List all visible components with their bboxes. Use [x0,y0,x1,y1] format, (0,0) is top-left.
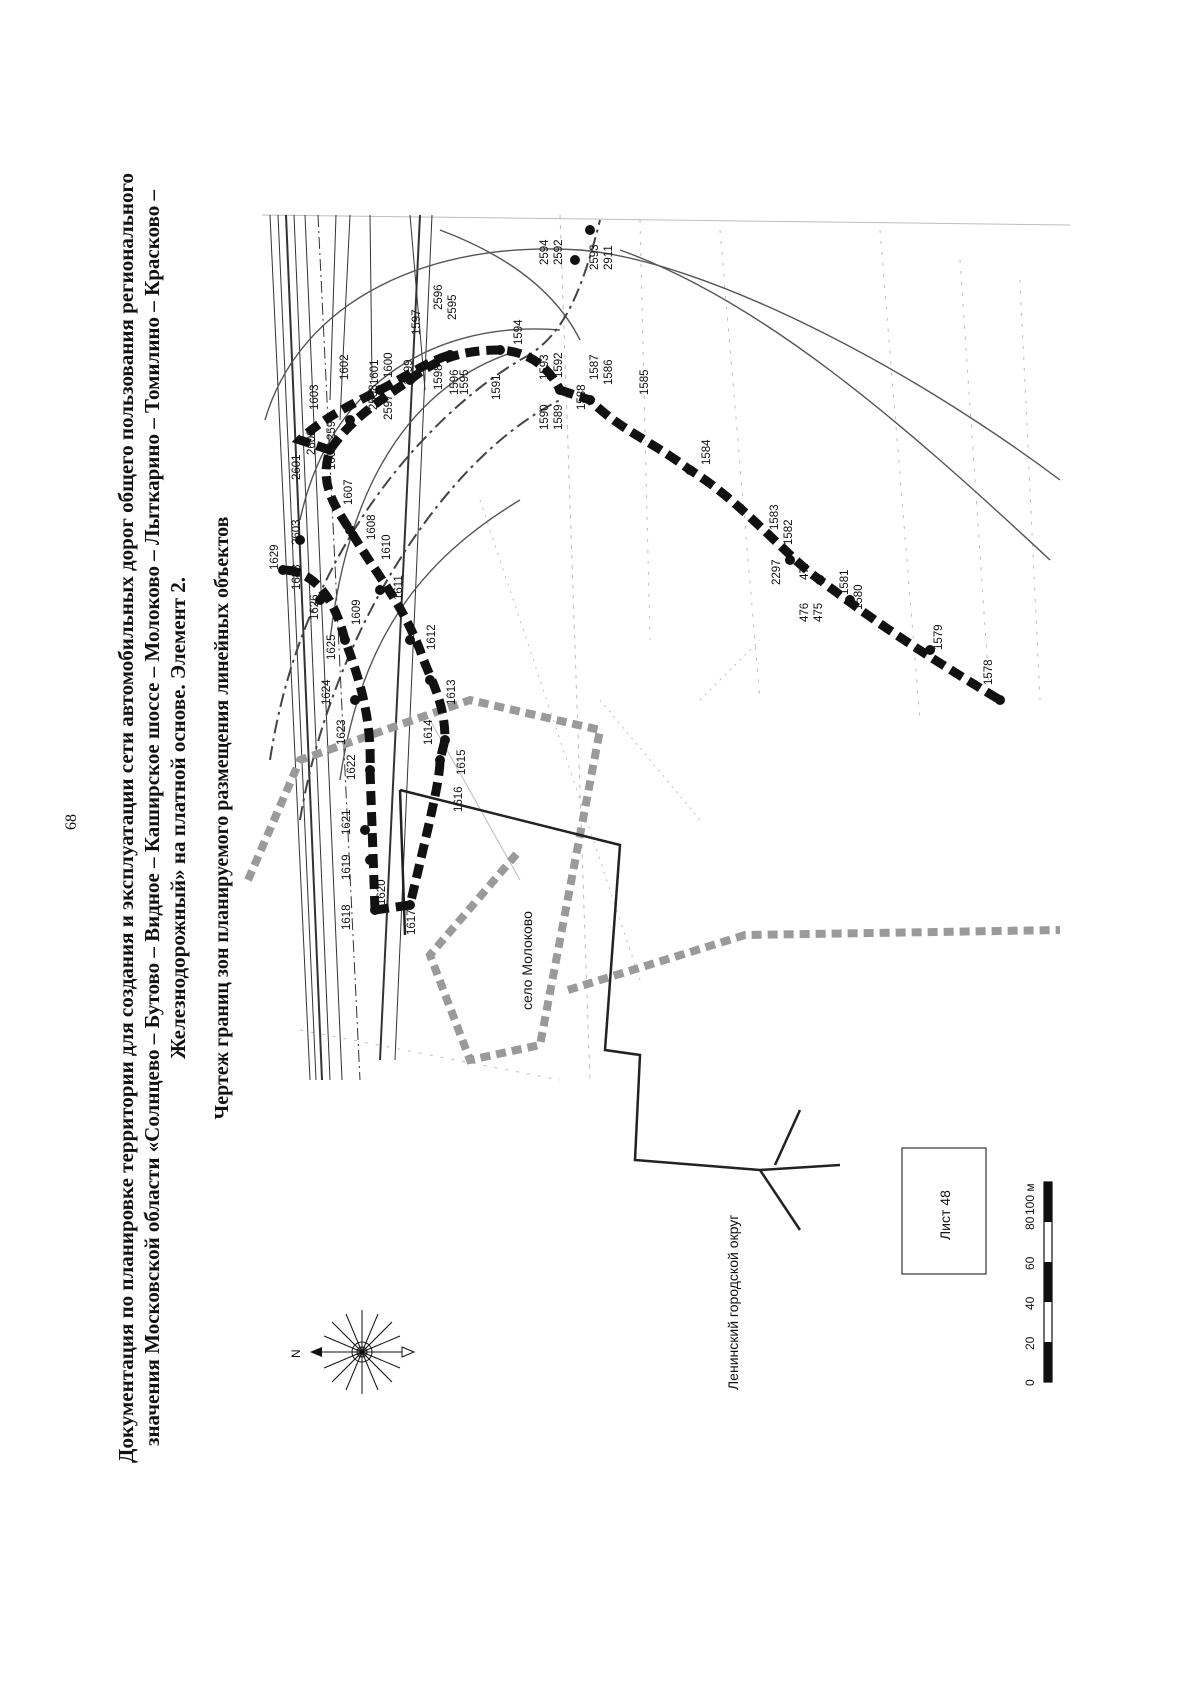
point-label: 2297 [771,559,783,585]
point-label: 2593 [589,244,601,270]
point-label: 1617 [406,909,418,935]
point-label: 1610 [381,534,393,560]
point-label: 2598 [368,384,380,410]
zone-points [278,225,1005,915]
document-title-line-2: значения Московской области «Солнцево – Бутово – Видное – Каширское шоссе – Молоково – Лыткарино – Томилино – Красково – [140,190,164,1446]
district-label: Ленинский городской округ [725,1214,741,1390]
point-label: 1599 [403,359,415,385]
scale-tick-20: 20 [1023,1336,1037,1350]
point-label: 1607 [343,479,355,505]
point-label: 1593 [539,354,551,380]
point-label: 1596 [449,369,461,395]
point-label: 1585 [639,369,651,395]
point-label: 1591 [491,374,503,400]
district-boundary [400,790,840,1230]
compass-north-label: N [289,1349,303,1358]
point-label: 1613 [446,679,458,705]
scale-tick-60: 60 [1023,1256,1037,1270]
scale-bar [1023,1182,1052,1386]
compass-rose-icon [289,1310,414,1394]
scale-tick-0: 0 [1023,1379,1037,1386]
point-label: 1588 [576,384,588,410]
point-label: 1623 [336,719,348,745]
page-number: 68 [63,814,80,830]
point-label: 1629 [269,544,281,570]
point-label: 1621 [341,809,353,835]
ring-road-arcs [265,230,1060,780]
point-label: 1611 [393,575,405,600]
point-label: 1619 [341,854,353,880]
point-label: 1583 [769,504,781,530]
page-header [63,173,233,1463]
point-label: 1609 [351,599,363,625]
point-label: 1602 [339,354,351,380]
point-label: 476 [799,602,811,622]
point-label: 1615 [456,749,468,775]
point-label: 1626 [309,594,321,620]
sheet-label: Лист 48 [937,1190,953,1240]
sheet-reference-box [902,1148,986,1274]
point-label: 2911 [603,245,615,270]
point-label: 1612 [426,624,438,650]
point-label: 1595 [459,369,471,395]
point-label: 477 [799,560,811,580]
point-label: 1592 [553,352,565,378]
point-label: 2599 [326,414,338,440]
point-label: 1606 [326,444,338,470]
point-label: 2597 [383,394,395,420]
scale-tick-80: 80 [1023,1216,1037,1230]
point-label: 2595 [447,294,459,320]
point-label: 1600 [383,352,395,378]
point-label: 1587 [589,354,601,380]
point-label: 1584 [701,439,713,465]
point-label: 1578 [983,659,995,685]
point-label: 1608 [366,514,378,540]
point-label: 1590 [539,404,551,430]
point-label: 1589 [553,404,565,430]
point-label: 2603 [291,519,303,545]
point-label: 1582 [783,519,795,545]
point-label: 1601 [369,359,381,385]
point-label: 1625 [326,634,338,660]
point-label: 1603 [309,384,321,410]
point-label: 1598 [433,364,445,390]
point-label: 1618 [341,904,353,930]
point-label: 1620 [376,879,388,905]
point-label: 1594 [513,319,525,345]
point-label: 1597 [411,309,423,335]
document-title-line-3: Железнодорожный» на платной основе. Элемент 2. [166,576,190,1060]
point-label: 2592 [553,239,565,265]
point-label: 1614 [423,719,435,745]
point-label: 1624 [321,679,333,705]
point-label: 2596 [433,284,445,310]
point-label: 2594 [539,239,551,265]
point-label: 1581 [839,569,851,595]
point-label: 475 [813,602,825,622]
point-label: 1616 [453,786,465,812]
point-label: 2601 [291,454,303,480]
point-label: 1580 [853,584,865,610]
point-label: 2600 [306,429,318,455]
drawing-title: Чертеж границ зон планируемого размещения линейных объектов [211,516,233,1120]
scale-tick-40: 40 [1023,1296,1037,1310]
point-label: 1586 [603,359,615,385]
scale-tick-100: 100 м [1023,1183,1037,1215]
point-label: 1579 [933,624,945,650]
point-label: 1628 [291,564,303,590]
document-title-line-1: Документация по планировке территории для создания и эксплуатации сети автомобильных дорог общего пользования регионального [114,172,138,1464]
village-label: село Молоково [519,911,535,1010]
basemap [262,215,1070,1080]
point-label: 1622 [346,754,358,780]
